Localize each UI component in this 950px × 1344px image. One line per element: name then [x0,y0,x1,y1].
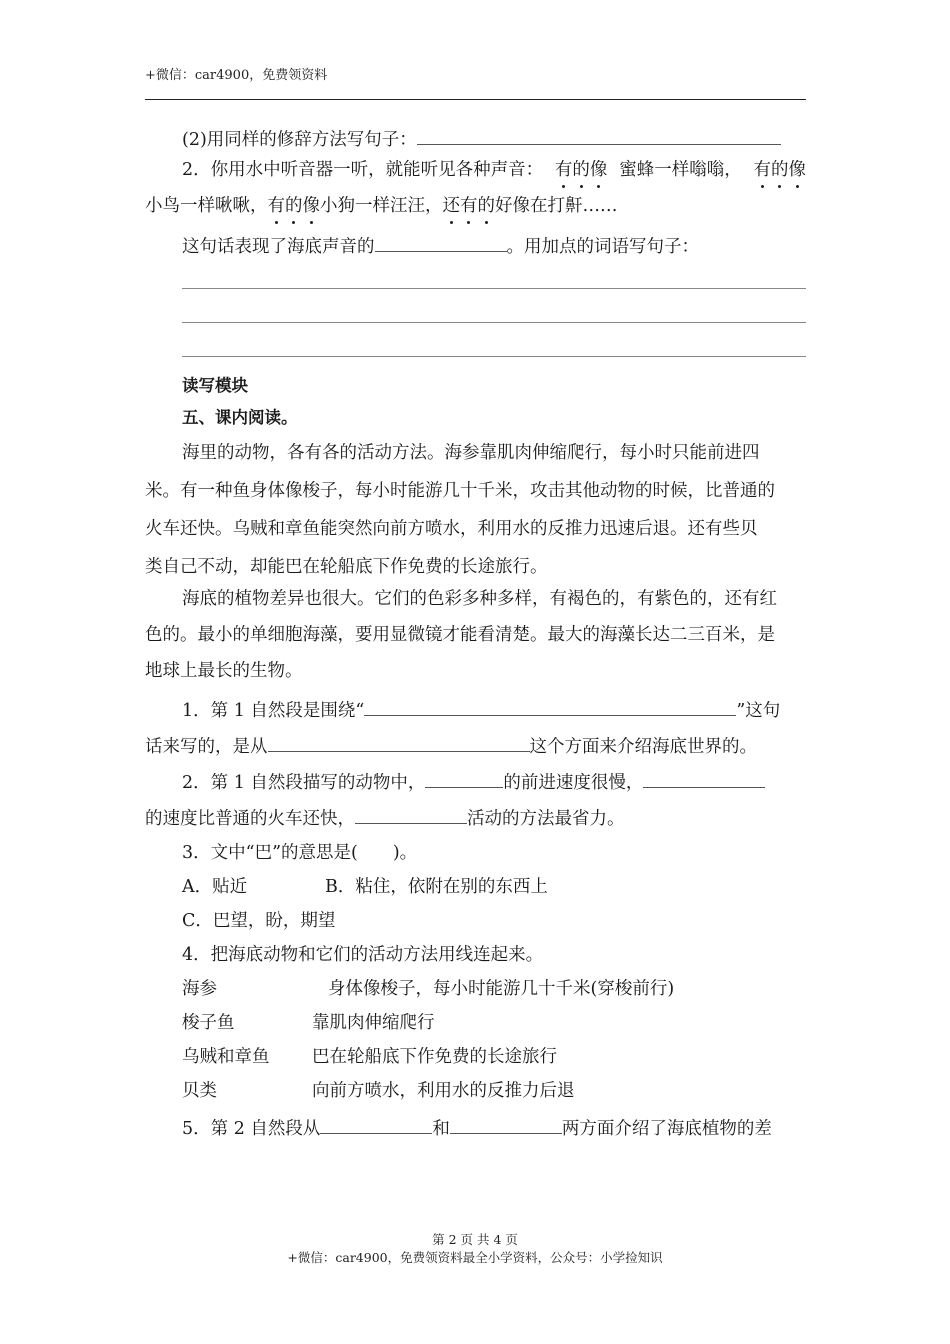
q5-second-aspect-blank[interactable] [450,1115,562,1134]
q3-stem: 3．文中“巴”的意思是( )。 [182,843,418,863]
q4-match-row [182,1079,806,1103]
section-subtitle: 五、课内阅读。 [182,408,298,427]
q3-option-c[interactable]: C．巴望，盼，期望 [182,911,336,931]
answer-line[interactable] [182,322,806,323]
q3-option-b[interactable]: B．粘住，依附在别的东西上 [325,877,548,897]
q1-line1 [182,697,806,723]
header-divider [145,99,806,100]
q4-method[interactable]: 向前方喷水，利用水的反推力后退 [312,1081,575,1101]
q4-animal[interactable]: 乌贼和章鱼 [182,1047,270,1067]
answer-line[interactable] [182,288,806,289]
q5-first-aspect-blank[interactable] [320,1115,432,1134]
q4-match-row [182,1045,806,1069]
q4-method[interactable]: 巴在轮船底下作免费的长途旅行 [312,1047,557,1067]
footer-note: +微信：car4900，免费领资料最全小学资料，公众号：小学捡知识 [287,1250,663,1265]
q2-1-answer-blank[interactable] [417,126,781,145]
q2-2-text: 这句话表现了海底声音的 [182,237,375,257]
q2-1-row [182,126,806,152]
q2-lazy-animal-blank[interactable] [355,805,467,824]
q2-text: 活动的方法最省力。 [467,809,625,829]
passage-line: 色的。最小的单细胞海藻，要用显微镜才能看清楚。最大的海藻长达二三百米，是 [145,625,775,645]
q2-2-text: 小狗一样汪汪， [320,196,443,216]
passage-line: 类自己不动，却能巴在轮船底下作免费的长途旅行。 [145,557,548,577]
q2-2-line1 [182,158,806,182]
passage-line: 海里的动物，各有各的活动方法。海参靠肌肉伸缩爬行，每小时只能前进四 [182,443,760,463]
passage-line: 海底的植物差异也很大。它们的色彩多种多样，有褐色的，有紫色的，还有红 [182,589,777,609]
q2-2-dotted-phrase: 有的像 [753,160,806,180]
passage-line: 地球上最长的生物。 [145,661,303,681]
q2-text: 2．第 1 自然段描写的动物中， [182,773,426,793]
q5-text: 和 [432,1119,450,1139]
q2-2-sound-blank[interactable] [375,233,507,252]
q4-animal[interactable]: 梭子鱼 [182,1013,235,1033]
q4-match-row [182,1011,806,1035]
q5-text: 5．第 2 自然段从 [182,1119,321,1139]
q1-text: ”这句 [736,701,781,721]
q4-match-row [182,977,806,1001]
q2-line1 [182,769,806,795]
q2-2-text: 。用加点的词语写句子： [506,237,699,257]
passage-line: 米。有一种鱼身体像梭子，每小时能游几十千米，攻击其他动物的时候，比普通的 [145,481,775,501]
q2-line2 [145,805,806,831]
page-header-note: +微信：car4900，免费领资料 [145,68,328,83]
q2-2-text: 2．你用水中听音器一听，就能听见各种声音： [182,160,544,180]
q2-2-text: 小鸟一样啾啾， [145,196,268,216]
q5-line [182,1115,806,1141]
q1-text: 这个方面来介绍海底世界的。 [529,737,757,757]
q2-text: 的速度比普通的火车还快， [145,809,355,829]
q4-animal[interactable]: 贝类 [182,1081,217,1101]
q2-text: 的前进速度很慢， [503,773,644,793]
q4-method[interactable]: 身体像梭子，每小时能游几十千米(穿梭前行) [328,979,675,999]
q4-stem: 4．把海底动物和它们的活动方法用线连起来。 [182,945,544,965]
q1-aspect-blank[interactable] [268,733,530,752]
page-number: 第 2 页 共 4 页 [432,1232,518,1247]
q2-slow-animal-blank[interactable] [425,769,503,788]
answer-line[interactable] [182,356,806,357]
q1-text: 话来写的，是从 [145,737,268,757]
q2-1-prefix: (2)用同样的修辞方法写句子： [182,130,417,150]
q2-2-line3 [182,233,806,259]
q2-2-dotted-phrase: 还有的 [442,196,495,216]
q3-option-a[interactable]: A．贴近 [182,877,248,897]
section-title: 读写模块 [182,376,248,395]
q4-method[interactable]: 靠肌肉伸缩爬行 [312,1013,435,1033]
q1-line2 [145,733,806,759]
q5-text: 两方面介绍了海底植物的差 [561,1119,772,1139]
q2-2-dotted-phrase: 有的像 [267,196,320,216]
q4-animal[interactable]: 海参 [182,979,217,999]
q2-2-dotted-phrase: 有的像 [554,160,608,180]
q2-2-line2 [145,194,806,218]
q2-fast-animal-blank[interactable] [643,769,765,788]
q2-2-text: 好像在打鼾…… [495,196,618,216]
q2-2-text: 蜜蜂一样嗡嗡， [619,160,742,180]
q1-text: 1．第 1 自然段是围绕“ [182,701,365,721]
passage-line: 火车还快。乌贼和章鱼能突然向前方喷水，利用水的反推力迅速后退。还有些贝 [145,519,758,539]
q1-sentence-blank[interactable] [364,697,736,716]
q3-options-row [182,875,806,899]
